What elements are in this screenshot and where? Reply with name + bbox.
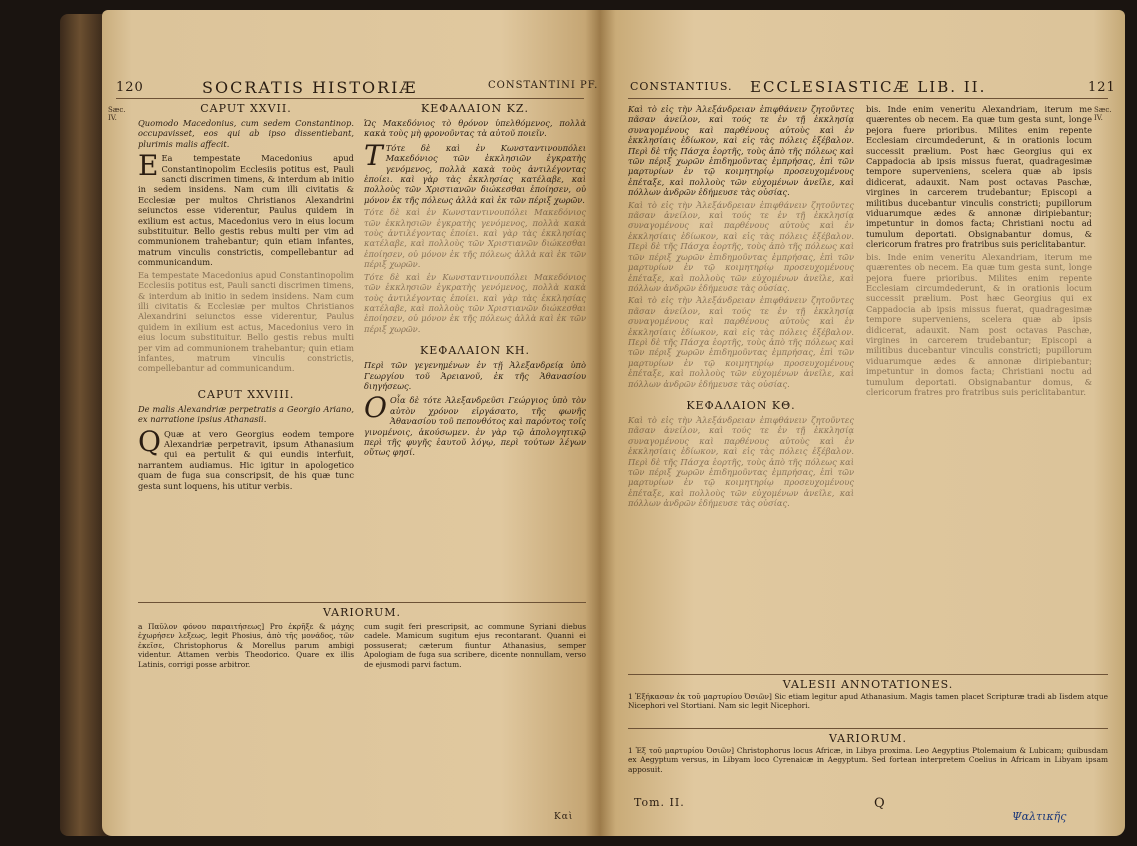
- right-margin-note: Sæc. IV.: [1094, 106, 1112, 122]
- left-page-number: 120: [116, 80, 144, 95]
- greek-chapter-27-continuation-2: Τότε δὲ καὶ ἐν Κωνσταντινουπόλει Μακεδόνιος τῶν ἐκκλησιῶν ἐγκρατὴς γενόμενος, πολλὰ κακὰ τοὺς ἀντιλέγοντας ἐποίει. καὶ γὰρ τὰς ἐκκλησίας κατέλαβε, καὶ πολλοὺς τῶν Χριστιανῶν διώκεσθαι ἐποίησεν, οὐ μόνον ἐκ τῆς πόλεως ἀλλὰ καὶ ἐκ τῶν πέριξ χωρῶν.: [364, 271, 586, 334]
- signature-mark: Q: [874, 796, 886, 811]
- right-greek-column: [628, 104, 854, 666]
- right-variorum-note: 1 Ἐξ τοῦ μαρτυρίου Ὀσιῶν] Christophorus locus Africæ, in Libya proxima. Leo Aegyptius Ptolemaium & Lubicam; quibusdam ex Aegyptum versus, in Libyam loco Cyrenaicæ in Aegyptum. Sed fortean interpretem Coelius in Africam in Libyam ipsam apposuit.: [628, 746, 1108, 774]
- left-running-head-section: CONSTANTINI PF.: [488, 80, 599, 91]
- left-variorum-heading: VARIORUM.: [322, 606, 402, 619]
- greek-chapter-28-text: O Οἷα δὲ τότε Ἀλεξανδρεῦσι Γεώργιος ὑπὸ τὸν αὐτὸν χρόνον εἰργάσατο, τῆς φωνῆς Ἀθανασίου τοῦ πεπονθότος καὶ παρόντος τοῖς γινομένοις, ἀκούσωμεν. ἐν γὰρ τῷ ἀπολογητικῷ περὶ τῆς φυγῆς ἑαυτοῦ λόγῳ, περὶ τούτων λέγων οὕτως φησί.: [364, 391, 586, 458]
- latin-chapter-27-summary: Quomodo Macedonius, cum sedem Constantinop. occupavisset, eos qui ab ipso dissentiebant, plurimis malis affecit.: [138, 118, 354, 149]
- right-greek-chapter-heading: ΚΕΦΑΛΑΙΟΝ ΚΘ.: [686, 398, 796, 412]
- library-stamp: Ψαλτικῆς: [1012, 810, 1067, 823]
- right-greek-continuation-2: Καὶ τὸ εἰς τὴν Ἀλεξάνδρειαν ἐπιφθάνειν ζητοῦντες πᾶσαν ἀνείλον, καὶ τούς τε ἐν τῇ ἐκκλησίᾳ συναγομένους καὶ παρθένους αὐτοὺς καὶ ἐν ἐκκλησίαις ἐδίωκον, καὶ εἰς τὰς πόλεις ἐξέβαλον. Περὶ δὲ τῆς Πάσχα ἑορτῆς, τοὺς ἀπὸ τῆς πόλεως καὶ τῶν πέριξ χωρῶν ἐπιδημοῦντας ἐμπρήσας, ἐπὶ τῶν μαρτυρίων ἐν τῷ κοιμητηρίῳ προσευχομένους ἐπέταξε, καὶ πολλοὺς τῶν εὐχομένων ἀνεῖλε, καὶ πόλλων ἀνδρῶν ἐδήμευσε τὰς οὐσίας.: [628, 295, 854, 389]
- right-page: [600, 10, 1125, 836]
- right-latin-text: bis. Inde enim veneritu Alexandriam, iterum me quærentes ob necem. Ea quæ tum gesta sunt, longe pejora fuere prioribus. Milites enim repente Ecclesiam circumdederunt, & in orationis locum successit prælium. Post hæc Georgius qui ex Cappadocia ab ipsis missus fuerat, quadragesimæ tempore superveniens, scelera quæ ab ipsis didicerat, adauxit. Nam post octavas Paschæ, virgines in carcerem trudebantur; Episcopi a militibus ducebantur vinculis constricti; pupillorum viduarumque ædes & annonæ diripiebantur; impetuntur in domos facta; Christiani noctu ad tumulum deportati. Obsignabantur domus, & clericorum fratres pro fratribus suis periclitabantur.: [866, 104, 1092, 250]
- latin-chapter-28-text: Q Quæ at vero Georgius eodem tempore Alexandriæ perpetravit, ipsum Athanasium qui ea pertulit & qui eundis interfuit, narrantem audiamus. Hic igitur in apologetico quam de fuga sua conscripsit, de his quæ tunc gesta sunt loquens, his utitur verbis.: [138, 424, 354, 491]
- right-page-number: 121: [1088, 80, 1116, 95]
- left-catchword: Καὶ: [554, 812, 574, 822]
- greek-chapter-28-summary: Περὶ τῶν γεγενημένων ἐν τῇ Ἀλεξανδρείᾳ ὑπὸ Γεωργίου τοῦ Ἀρειανοῦ, ἐκ τῆς Ἀθανασίου διηγήσεως.: [364, 360, 586, 391]
- latin-chapter-27-text: E Ea tempestate Macedonius apud Constantinopolim Ecclesiis potitus est, Pauli sancti discrimen timens, & interdum ab initio in sedem insidens. Nam cum illi civitatis & Ecclesiæ per multos Christianos Alexandrini seiunctos esse viderentur, Paulus quidem in exilium est actus, Macedonius vero in eius locum substituitur. Bello gestis rebus multi per vim ad communionem trahebantur; quin etiam infantes, matrum vinculis constrictis, compellebantur ad communicandum.: [138, 149, 354, 268]
- left-latin-column: [138, 102, 354, 598]
- valesii-annotations-heading: VALESII ANNOTATIONES.: [782, 678, 954, 691]
- greek-chapter-27-summary: Ὡς Μακεδόνιος τὸ θρόνον ὑπελθόμενος, πολλὰ κακὰ τοὺς μὴ φρονοῦντας τὰ αὐτοῦ ποιεῖν.: [364, 118, 586, 139]
- greek-chapter-27-text: T Τότε δὲ καὶ ἐν Κωνσταντινουπόλει Μακεδόνιος τῶν ἐκκλησιῶν ἐγκρατὴς γενόμενος, πολλὰ κακὰ τοὺς ἀντιλέγοντας ἐποίει. καὶ γὰρ τὰς ἐκκλησίας κατέλαβε, καὶ πολλοὺς τῶν Χριστιανῶν διώκεσθαι ἐποίησεν, οὐ μόνον ἐκ τῆς πόλεως ἀλλὰ καὶ ἐκ τῶν πέριξ χωρῶν.: [364, 138, 586, 205]
- latin-chapter-28-summary: De malis Alexandriæ perpetratis a Georgio Ariano, ex narratione ipsius Athanasii.: [138, 403, 354, 425]
- left-greek-column: [364, 102, 586, 598]
- greek-chapter-27-continuation: Τότε δὲ καὶ ἐν Κωνσταντινουπόλει Μακεδόνιος τῶν ἐκκλησιῶν ἐγκρατὴς γενόμενος, πολλὰ κακὰ τοὺς ἀντιλέγοντας ἐποίει. καὶ γὰρ τὰς ἐκκλησίας κατέλαβε, καὶ πολλοὺς τῶν Χριστιανῶν διώκεσθαι ἐποίησεν, οὐ μόνον ἐκ τῆς πόλεως ἀλλὰ καὶ ἐκ τῶν πέριξ χωρῶν.: [364, 207, 586, 270]
- greek-chapter-28-heading: ΚΕΦΑΛΑΙΟΝ ΚΗ.: [420, 344, 530, 358]
- valesii-annotation-note: 1 Ἐξήκασαν ἐκ τοῦ μαρτυρίου Ὀσιῶν] Sic etiam legitur apud Athanasium. Magis tamen placet Scripturæ tradi ab Iisdem atque Nicephori vel Stortiani. Nam sic legit Nicephori.: [628, 692, 1108, 711]
- left-margin-note: Sæc. IV.: [108, 106, 126, 122]
- right-running-head-left: CONSTANTIUS.: [630, 80, 733, 93]
- left-page: [102, 10, 600, 836]
- right-variorum-heading: VARIORUM.: [828, 732, 908, 745]
- greek-chapter-27-heading: ΚΕΦΑΛΑΙΟΝ ΚΖ.: [421, 102, 529, 115]
- latin-chapter-27-heading: CAPUT XXVII.: [200, 102, 292, 115]
- right-greek-continuation: Καὶ τὸ εἰς τὴν Ἀλεξάνδρειαν ἐπιφθάνειν ζητοῦντες πᾶσαν ἀνείλον, καὶ τούς τε ἐν τῇ ἐκκλησίᾳ συναγομένους καὶ παρθένους αὐτοὺς καὶ ἐν ἐκκλησίαις ἐδίωκον, καὶ εἰς τὰς πόλεις ἐξέβαλον. Περὶ δὲ τῆς Πάσχα ἑορτῆς, τοὺς ἀπὸ τῆς πόλεως καὶ τῶν πέριξ χωρῶν ἐπιδημοῦντας ἐμπρήσας, ἐπὶ τῶν μαρτυρίων ἐν τῷ κοιμητηρίῳ προσευχομένους ἐπέταξε, καὶ πολλοὺς τῶν εὐχομένων ἀνεῖλε, καὶ πόλλων ἀνδρῶν ἐδήμευσε τὰς οὐσίας.: [628, 199, 854, 293]
- right-running-head-title: ECCLESIASTICÆ LIB. II.: [750, 78, 987, 96]
- right-latin-column: [866, 104, 1092, 666]
- right-latin-continuation: bis. Inde enim veneritu Alexandriam, iterum me quærentes ob necem. Ea quæ tum gesta sunt, longe pejora fuere prioribus. Milites enim repente Ecclesiam circumdederunt, & in orationis locum successit prælium. Post hæc Georgius qui ex Cappadocia ab ipsis missus fuerat, quadragesimæ tempore superveniens, scelera quæ ab ipsis didicerat, adauxit. Nam post octavas Paschæ, virgines in carcerem trudebantur; Episcopi a militibus ducebantur vinculis constricti; pupillorum viduarumque ædes & annonæ diripiebantur; impetuntur in domos facta; Christiani noctu ad tumulum deportati. Obsignabantur domus, & clericorum fratres pro fratribus suis periclitabantur.: [866, 251, 1092, 397]
- left-footnote-b: cum sugit feri prescripsit, ac commune Syriani diebus cadele. Mamicum sugitum ejus recontarant. Quanni ei possuserat; cæterum fiuntur Athanasius, semper Apologiam de fuga sua scribere, dicente nonnullam, verso de ejusmodi parvi factum.: [364, 622, 586, 669]
- signature-volume: Tom. II.: [634, 796, 685, 809]
- latin-chapter-28-heading: CAPUT XXVIII.: [197, 387, 295, 401]
- right-greek-chapter-text: Καὶ τὸ εἰς τὴν Ἀλεξάνδρειαν ἐπιφθάνειν ζητοῦντες πᾶσαν ἀνείλον, καὶ τούς τε ἐν τῇ ἐκκλησίᾳ συναγομένους καὶ παρθένους αὐτοὺς καὶ ἐν ἐκκλησίαις ἐδίωκον, καὶ εἰς τὰς πόλεις ἐξέβαλον. Περὶ δὲ τῆς Πάσχα ἑορτῆς, τοὺς ἀπὸ τῆς πόλεως καὶ τῶν πέριξ χωρῶν ἐπιδημοῦντας ἐμπρήσας, ἐπὶ τῶν μαρτυρίων ἐν τῷ κοιμητηρίῳ προσευχομένους ἐπέταξε, καὶ πολλοὺς τῶν εὐχομένων ἀνεῖλε, καὶ πόλλων ἀνδρῶν ἐδήμευσε τὰς οὐσίας.: [628, 414, 854, 509]
- left-running-head-title: SOCRATIS HISTORIÆ: [202, 78, 418, 97]
- right-greek-text: Καὶ τὸ εἰς τὴν Ἀλεξάνδρειαν ἐπιφθάνειν ζητοῦντες πᾶσαν ἀνείλον, καὶ τούς τε ἐν τῇ ἐκκλησίᾳ συναγομένους καὶ παρθένους αὐτοὺς καὶ ἐν ἐκκλησίαις ἐδίωκον, καὶ εἰς τὰς πόλεις ἐξέβαλον. Περὶ δὲ τῆς Πάσχα ἑορτῆς, τοὺς ἀπὸ τῆς πόλεως καὶ τῶν πέριξ χωρῶν ἐπιδημοῦντας ἐμπρήσας, ἐπὶ τῶν μαρτυρίων ἐν τῷ κοιμητηρίῳ προσευχομένους ἐπέταξε, καὶ πολλοὺς τῶν εὐχομένων ἀνεῖλε, καὶ πόλλων ἀνδρῶν ἐδήμευσε τὰς οὐσίας.: [628, 104, 854, 198]
- open-book: [40, 10, 1125, 838]
- latin-chapter-27-continuation: Ea tempestate Macedonius apud Constantinopolim Ecclesiis potitus est, Pauli sancti discrimen timens, & interdum ab initio in sedem insidens. Nam cum illi civitatis & Ecclesiæ per multos Christianos Alexandrini seiunctos esse viderentur, Paulus quidem in exilium est actus, Macedonius vero in eius locum substituitur. Bello gestis rebus multi per vim ad communionem trahebantur; quin etiam infantes, matrum vinculis constrictis, compellebantur ad communicandum.: [138, 269, 354, 374]
- left-footnote-a: a Παῦλον φόνου παραιτήσεως] Pro ἐκρῆξε & μάχης ἐχωρήσεν λεξεως, legit Phosius, ἀπὸ τῆς μονάδος, τῶν ἐκεῖσε, Christophorus & Morellus parum ambigi videntur. Attamen verbis Theodorico. Quare ex illis Latinis, corrigi posse arbitror.: [138, 622, 354, 669]
